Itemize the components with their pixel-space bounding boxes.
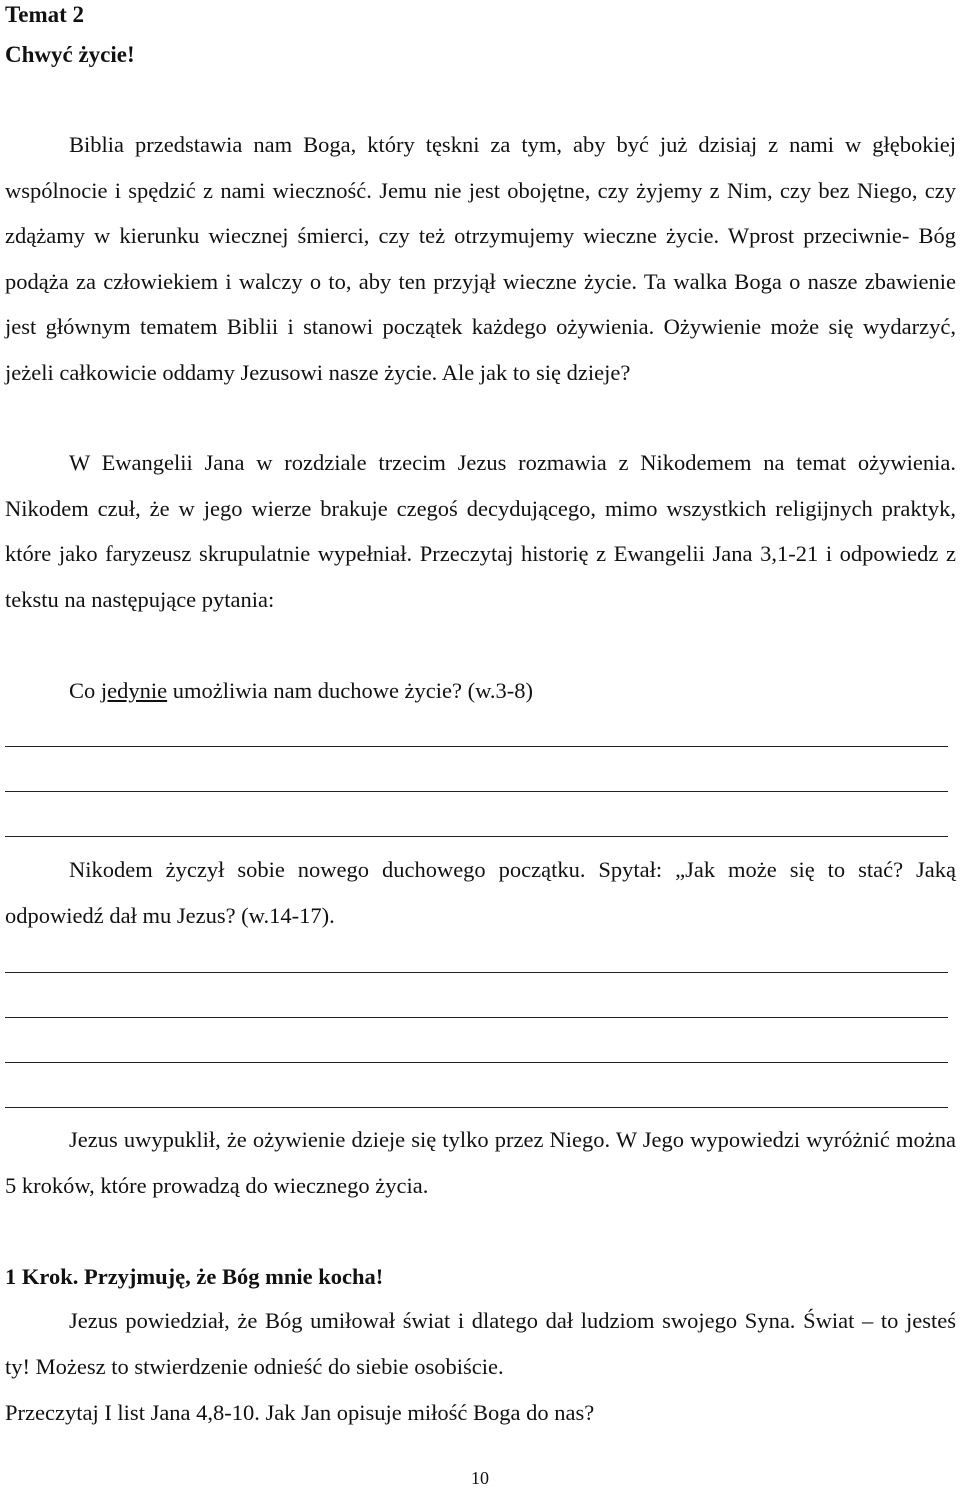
intro-paragraph-1	[5, 122, 956, 395]
intro-paragraph-1-text: Biblia przedstawia nam Boga, który tęskni za tym, aby być już dzisiaj z nami w głębokiej wspólnocie i spędzić z nami wieczność. Jemu nie jest obojętne, czy żyjemy z Nim, czy bez Niego, czy zdążamy w kierunku wiecznej śmierci, czy też otrzymujemy wieczne życie. Wprost przeciwnie- Bóg podąża za człowiekiem i walczy o to, aby ten przyjął wieczne życie. Ta walka Boga o nasze zbawienie jest głównym tematem Biblii i stanowi początek każdego ożywienia. Ożywienie może się wydarzyć, jeżeli całkowicie oddamy Jezusowi nasze życie. Ale jak to się dzieje?	[5, 132, 956, 385]
step-1-paragraph	[5, 1298, 956, 1389]
page-title: Chwyć życie!	[5, 42, 135, 67]
question-1-underlined: jedynie	[100, 678, 168, 703]
answer-line[interactable]	[5, 791, 948, 792]
answer-line[interactable]	[5, 1017, 948, 1018]
question-1-before: Co	[69, 678, 101, 703]
page-number: 10	[471, 1468, 489, 1488]
step-1-question: Przeczytaj I list Jana 4,8-10. Jak Jan opisuje miłość Boga do nas?	[5, 1400, 595, 1425]
question-1-after: umożliwia nam duchowe życie? (w.3-8)	[167, 678, 534, 703]
intro-paragraph-2	[5, 440, 956, 622]
answer-line[interactable]	[5, 836, 948, 837]
question-1	[69, 676, 533, 706]
question-2	[5, 847, 956, 938]
paragraph-3	[5, 1117, 956, 1208]
answer-line[interactable]	[5, 1062, 948, 1063]
answer-line[interactable]	[5, 972, 948, 973]
intro-paragraph-2-text: W Ewangelii Jana w rozdziale trzecim Jezus rozmawia z Nikodemem na temat ożywienia. Nikodem czuł, że w jego wierze brakuje czegoś decydującego, mimo wszystkich religijnych praktyk, które jako faryzeusz skrupulatnie wypełniał. Przeczytaj historię z Ewangelii Jana 3,1-21 i odpowiedz z tekstu na następujące pytania:	[5, 450, 956, 612]
paragraph-3-text: Jezus uwypuklił, że ożywienie dzieje się tylko przez Niego. W Jego wypowiedzi wyróżnić można 5 kroków, które prowadzą do wiecznego życia.	[5, 1127, 956, 1198]
topic-label: Temat 2	[5, 2, 85, 27]
step-1-text: Jezus powiedział, że Bóg umiłował świat i dlatego dał ludziom swojego Syna. Świat – to jesteś ty! Możesz to stwierdzenie odnieść do siebie osobiście.	[5, 1308, 956, 1379]
question-2-text: Nikodem życzył sobie nowego duchowego początku. Spytał: „Jak może się to stać? Jaką odpowiedź dał mu Jezus? (w.14-17).	[5, 857, 956, 928]
step-1-title: 1 Krok. Przyjmuję, że Bóg mnie kocha!	[5, 1264, 384, 1289]
answer-line[interactable]	[5, 1107, 948, 1108]
answer-line[interactable]	[5, 746, 948, 747]
